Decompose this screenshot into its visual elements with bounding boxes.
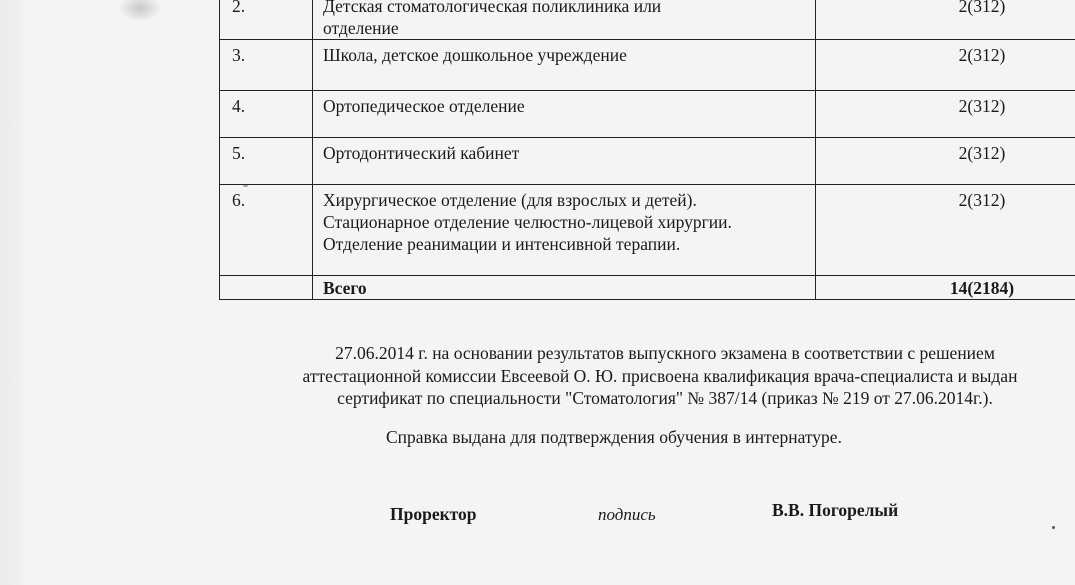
paragraph-line: 27.06.2014 г. на основании результатов выпускного экзамена в соответствии с решением — [335, 343, 995, 363]
row-number: 4. — [220, 91, 313, 138]
total-label: Всего — [313, 276, 816, 300]
row-hours: 2(312) — [958, 190, 1006, 210]
certificate-note: Справка выдана для подтверждения обучения в интернатуре. — [386, 427, 842, 447]
row-department-line: Хирургическое отделение (для взрослых и детей). — [323, 190, 697, 210]
row-hours: 2(312) — [958, 0, 1006, 16]
row-department-line: Стационарное отделение челюстно-лицевой хирургии. — [323, 212, 732, 232]
row-hours-cell — [816, 40, 1075, 91]
row-department-line: Детская стоматологическая поликлиника или — [323, 0, 662, 16]
row-department — [313, 40, 816, 91]
paragraph-line: сертификат по специальности "Стоматология" № 387/14 (приказ № 219 от 27.06.2014г.). — [337, 388, 993, 408]
signatory-name: В.В. Погорелый — [772, 500, 899, 520]
row-hours: 2(312) — [958, 143, 1006, 163]
table-row — [220, 91, 1075, 138]
row-number: 5. — [220, 138, 313, 185]
row-number: 3. — [220, 40, 313, 91]
row-number: 6. — [220, 185, 313, 276]
row-hours-cell — [816, 138, 1075, 185]
total-row — [220, 276, 1075, 300]
row-department — [313, 138, 816, 185]
row-department-line: отделение — [323, 18, 399, 38]
row-hours-cell — [816, 185, 1075, 276]
row-department-line: Ортопедическое отделение — [323, 96, 525, 116]
table-row — [220, 0, 1075, 40]
row-department-line: Школа, детское дошкольное учреждение — [323, 45, 627, 65]
row-number: 2. — [220, 0, 313, 40]
qualification-paragraph — [215, 342, 1075, 410]
table-row — [220, 138, 1075, 185]
row-department — [313, 91, 816, 138]
paragraph-line: аттестационной комиссии Евсеевой О. Ю. присвоена квалификация врача-специалиста и выдан — [302, 365, 1018, 386]
scan-speck — [243, 185, 248, 187]
row-department-line: Ортодонтический кабинет — [323, 143, 520, 163]
row-hours: 2(312) — [958, 96, 1006, 116]
row-hours-cell — [816, 0, 1075, 40]
total-value: 14(2184) — [949, 278, 1015, 298]
signature-placeholder: подпись — [598, 505, 656, 524]
row-department — [313, 0, 816, 40]
table-row — [220, 185, 1075, 276]
internship-table — [219, 0, 1075, 300]
total-number-cell — [220, 276, 313, 300]
total-value-cell — [816, 276, 1075, 300]
row-hours-cell — [816, 91, 1075, 138]
row-department — [313, 185, 816, 276]
table-row — [220, 40, 1075, 91]
scan-speck — [1052, 526, 1055, 529]
signatory-role: Проректор — [390, 504, 477, 524]
row-department-line: Отделение реанимации и интенсивной терапии. — [323, 234, 681, 254]
row-hours: 2(312) — [958, 45, 1006, 65]
